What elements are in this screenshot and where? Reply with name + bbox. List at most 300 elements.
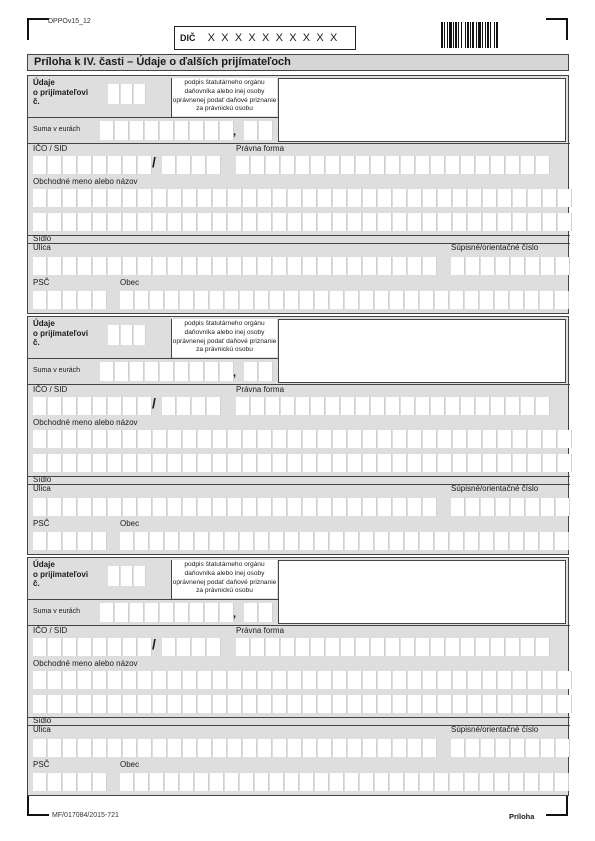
char-box[interactable] [510,532,524,550]
char-box[interactable] [345,291,359,309]
char-box[interactable] [318,213,332,231]
char-box[interactable] [177,638,191,656]
char-box[interactable] [183,498,197,516]
char-box[interactable] [273,739,287,757]
char-box[interactable] [198,430,212,448]
char-box[interactable] [48,638,62,656]
char-box[interactable] [453,189,467,207]
char-box[interactable] [273,430,287,448]
char-box[interactable] [468,430,482,448]
char-box[interactable] [378,695,392,713]
char-box[interactable] [192,156,206,174]
recipient-number-boxes[interactable] [108,566,147,586]
char-box[interactable] [303,213,317,231]
char-box[interactable] [541,498,555,516]
char-box[interactable] [123,739,137,757]
char-box[interactable] [270,773,284,791]
char-box[interactable] [175,121,189,140]
char-box[interactable] [451,257,465,275]
char-box[interactable] [423,454,437,472]
char-box[interactable] [108,325,120,345]
signature-area[interactable] [278,78,566,142]
char-box[interactable] [281,397,295,415]
char-box[interactable] [63,213,77,231]
ico-boxes[interactable] [33,397,153,415]
char-box[interactable] [160,362,174,381]
char-box[interactable] [483,671,497,689]
char-box[interactable] [63,291,77,309]
char-box[interactable] [476,638,490,656]
char-box[interactable] [315,291,329,309]
char-box[interactable] [288,739,302,757]
char-box[interactable] [438,213,452,231]
char-box[interactable] [205,362,219,381]
char-box[interactable] [251,638,265,656]
char-box[interactable] [213,695,227,713]
char-box[interactable] [303,695,317,713]
char-box[interactable] [123,638,137,656]
char-box[interactable] [120,532,134,550]
char-box[interactable] [108,566,120,586]
char-box[interactable] [480,773,494,791]
char-box[interactable] [446,638,460,656]
char-box[interactable] [33,291,47,309]
char-box[interactable] [483,695,497,713]
char-box[interactable] [162,638,176,656]
char-box[interactable] [438,695,452,713]
char-box[interactable] [543,189,557,207]
char-box[interactable] [408,213,422,231]
char-box[interactable] [258,430,272,448]
char-box[interactable] [423,671,437,689]
char-box[interactable] [393,671,407,689]
char-box[interactable] [78,156,92,174]
char-box[interactable] [453,430,467,448]
char-box[interactable] [48,291,62,309]
signature-area[interactable] [278,319,566,383]
ico-boxes[interactable] [33,638,153,656]
char-box[interactable] [558,671,572,689]
char-box[interactable] [506,397,520,415]
char-box[interactable] [528,695,542,713]
char-box[interactable] [341,156,355,174]
char-box[interactable] [251,156,265,174]
char-box[interactable] [288,189,302,207]
char-box[interactable] [300,291,314,309]
city-boxes[interactable] [120,532,570,550]
char-box[interactable] [160,603,174,622]
char-box[interactable] [348,695,362,713]
char-box[interactable] [135,773,149,791]
char-box[interactable] [150,291,164,309]
char-box[interactable] [108,213,122,231]
char-box[interactable] [453,454,467,472]
char-box[interactable] [138,257,152,275]
char-box[interactable] [228,213,242,231]
char-box[interactable] [153,498,167,516]
char-box[interactable] [363,430,377,448]
char-box[interactable] [536,638,550,656]
amount-cents-boxes[interactable] [244,121,274,140]
postal-code-boxes[interactable] [33,291,108,309]
char-box[interactable] [225,291,239,309]
char-box[interactable] [153,213,167,231]
char-box[interactable] [285,773,299,791]
char-box[interactable] [300,532,314,550]
char-box[interactable] [153,739,167,757]
char-box[interactable] [416,397,430,415]
legal-form-boxes[interactable] [236,397,551,415]
char-box[interactable] [510,773,524,791]
char-box[interactable] [115,362,129,381]
char-box[interactable] [259,603,273,622]
char-box[interactable] [240,532,254,550]
char-box[interactable] [288,498,302,516]
char-box[interactable] [33,671,47,689]
char-box[interactable] [195,291,209,309]
char-box[interactable] [150,773,164,791]
char-box[interactable] [420,291,434,309]
char-box[interactable] [466,257,480,275]
char-box[interactable] [225,773,239,791]
char-box[interactable] [198,213,212,231]
char-box[interactable] [183,430,197,448]
char-box[interactable] [33,498,47,516]
char-box[interactable] [465,291,479,309]
char-box[interactable] [220,121,237,140]
char-box[interactable] [165,773,179,791]
char-box[interactable] [423,739,437,757]
char-box[interactable] [93,213,107,231]
char-box[interactable] [255,291,269,309]
char-box[interactable] [540,291,554,309]
char-box[interactable] [108,454,122,472]
char-box[interactable] [180,291,194,309]
char-box[interactable] [210,532,224,550]
char-box[interactable] [255,773,269,791]
char-box[interactable] [318,430,332,448]
char-box[interactable] [333,739,347,757]
char-box[interactable] [123,498,137,516]
char-box[interactable] [333,213,347,231]
char-box[interactable] [33,213,47,231]
char-box[interactable] [555,773,569,791]
char-box[interactable] [123,671,137,689]
char-box[interactable] [496,739,510,757]
char-box[interactable] [438,671,452,689]
char-box[interactable] [513,430,527,448]
char-box[interactable] [220,603,237,622]
char-box[interactable] [348,671,362,689]
char-box[interactable] [303,739,317,757]
char-box[interactable] [244,362,258,381]
char-box[interactable] [288,213,302,231]
char-box[interactable] [48,695,62,713]
char-box[interactable] [480,532,494,550]
char-box[interactable] [210,773,224,791]
char-box[interactable] [281,638,295,656]
legal-form-boxes[interactable] [236,638,551,656]
char-box[interactable] [408,189,422,207]
char-box[interactable] [168,454,182,472]
char-box[interactable] [405,532,419,550]
char-box[interactable] [63,257,77,275]
char-box[interactable] [177,156,191,174]
char-box[interactable] [93,430,107,448]
char-box[interactable] [180,532,194,550]
char-box[interactable] [393,257,407,275]
char-box[interactable] [521,397,535,415]
char-box[interactable] [363,739,377,757]
recipient-number-boxes[interactable] [108,325,147,345]
char-box[interactable] [183,213,197,231]
char-box[interactable] [168,498,182,516]
char-box[interactable] [371,638,385,656]
char-box[interactable] [120,773,134,791]
char-box[interactable] [318,695,332,713]
char-box[interactable] [491,638,505,656]
char-box[interactable] [450,773,464,791]
char-box[interactable] [371,397,385,415]
char-box[interactable] [315,773,329,791]
char-box[interactable] [408,671,422,689]
char-box[interactable] [258,257,272,275]
char-box[interactable] [93,638,107,656]
char-box[interactable] [138,498,152,516]
char-box[interactable] [100,362,114,381]
char-box[interactable] [93,156,107,174]
char-box[interactable] [138,454,152,472]
char-box[interactable] [481,739,495,757]
char-box[interactable] [378,671,392,689]
char-box[interactable] [506,156,520,174]
char-box[interactable] [451,739,465,757]
char-box[interactable] [511,257,525,275]
char-box[interactable] [408,257,422,275]
char-box[interactable] [408,498,422,516]
char-box[interactable] [525,291,539,309]
char-box[interactable] [183,739,197,757]
char-box[interactable] [138,397,152,415]
char-box[interactable] [528,671,542,689]
char-box[interactable] [450,532,464,550]
char-box[interactable] [108,84,120,104]
char-box[interactable] [466,498,480,516]
char-box[interactable] [401,156,415,174]
char-box[interactable] [259,362,273,381]
char-box[interactable] [438,189,452,207]
char-box[interactable] [175,362,189,381]
char-box[interactable] [318,189,332,207]
postal-code-boxes[interactable] [33,773,108,791]
char-box[interactable] [138,189,152,207]
char-box[interactable] [190,603,204,622]
legal-form-boxes[interactable] [236,156,551,174]
char-box[interactable] [360,773,374,791]
char-box[interactable] [258,498,272,516]
char-box[interactable] [526,498,540,516]
char-box[interactable] [541,257,555,275]
char-box[interactable] [108,156,122,174]
char-box[interactable] [513,454,527,472]
char-box[interactable] [435,532,449,550]
street-boxes[interactable] [33,739,438,757]
char-box[interactable] [63,430,77,448]
char-box[interactable] [33,397,47,415]
char-box[interactable] [205,121,219,140]
char-box[interactable] [341,397,355,415]
char-box[interactable] [528,213,542,231]
char-box[interactable] [225,532,239,550]
char-box[interactable] [393,454,407,472]
char-box[interactable] [213,257,227,275]
char-box[interactable] [393,739,407,757]
char-box[interactable] [465,532,479,550]
char-box[interactable] [198,257,212,275]
char-box[interactable] [273,498,287,516]
char-box[interactable] [93,739,107,757]
char-box[interactable] [393,189,407,207]
char-box[interactable] [330,291,344,309]
char-box[interactable] [93,498,107,516]
char-box[interactable] [33,454,47,472]
char-box[interactable] [168,213,182,231]
char-box[interactable] [63,498,77,516]
char-box[interactable] [408,430,422,448]
char-box[interactable] [259,121,273,140]
char-box[interactable] [303,189,317,207]
char-box[interactable] [423,695,437,713]
char-box[interactable] [190,362,204,381]
char-box[interactable] [207,638,221,656]
char-box[interactable] [48,257,62,275]
char-box[interactable] [513,671,527,689]
char-box[interactable] [348,257,362,275]
char-box[interactable] [213,454,227,472]
char-box[interactable] [375,532,389,550]
char-box[interactable] [168,430,182,448]
char-box[interactable] [121,84,133,104]
char-box[interactable] [121,325,133,345]
char-box[interactable] [285,291,299,309]
char-box[interactable] [100,121,114,140]
char-box[interactable] [296,397,310,415]
sid-boxes[interactable] [162,397,222,415]
char-box[interactable] [386,397,400,415]
char-box[interactable] [266,397,280,415]
char-box[interactable] [303,671,317,689]
char-box[interactable] [431,156,445,174]
char-box[interactable] [408,695,422,713]
char-box[interactable] [93,695,107,713]
char-box[interactable] [273,257,287,275]
char-box[interactable] [296,638,310,656]
recipient-number-boxes[interactable] [108,84,147,104]
char-box[interactable] [78,695,92,713]
char-box[interactable] [345,773,359,791]
char-box[interactable] [258,189,272,207]
char-box[interactable] [420,773,434,791]
char-box[interactable] [491,397,505,415]
char-box[interactable] [378,739,392,757]
char-box[interactable] [511,739,525,757]
char-box[interactable] [555,291,569,309]
char-box[interactable] [207,156,221,174]
char-box[interactable] [378,498,392,516]
char-box[interactable] [78,213,92,231]
char-box[interactable] [78,397,92,415]
char-box[interactable] [123,156,137,174]
char-box[interactable] [495,532,509,550]
char-box[interactable] [356,397,370,415]
sid-boxes[interactable] [162,156,222,174]
char-box[interactable] [496,498,510,516]
char-box[interactable] [333,671,347,689]
char-box[interactable] [345,532,359,550]
char-box[interactable] [333,498,347,516]
char-box[interactable] [528,189,542,207]
char-box[interactable] [63,156,77,174]
char-box[interactable] [465,773,479,791]
char-box[interactable] [123,189,137,207]
business-name-row-2[interactable] [33,454,573,472]
char-box[interactable] [348,189,362,207]
char-box[interactable] [153,671,167,689]
char-box[interactable] [213,213,227,231]
char-box[interactable] [480,291,494,309]
city-boxes[interactable] [120,773,570,791]
char-box[interactable] [78,498,92,516]
char-box[interactable] [506,638,520,656]
char-box[interactable] [431,638,445,656]
char-box[interactable] [540,773,554,791]
char-box[interactable] [363,213,377,231]
char-box[interactable] [33,638,47,656]
char-box[interactable] [243,430,257,448]
char-box[interactable] [255,532,269,550]
char-box[interactable] [416,156,430,174]
char-box[interactable] [33,739,47,757]
char-box[interactable] [213,671,227,689]
char-box[interactable] [100,603,114,622]
amount-boxes[interactable] [100,362,235,381]
sid-boxes[interactable] [162,638,222,656]
char-box[interactable] [423,213,437,231]
char-box[interactable] [168,189,182,207]
char-box[interactable] [468,671,482,689]
char-box[interactable] [198,739,212,757]
char-box[interactable] [363,498,377,516]
char-box[interactable] [213,498,227,516]
char-box[interactable] [183,257,197,275]
char-box[interactable] [198,671,212,689]
char-box[interactable] [266,638,280,656]
char-box[interactable] [138,213,152,231]
char-box[interactable] [123,695,137,713]
char-box[interactable] [483,189,497,207]
char-box[interactable] [244,603,258,622]
char-box[interactable] [243,498,257,516]
char-box[interactable] [326,156,340,174]
char-box[interactable] [288,671,302,689]
char-box[interactable] [498,695,512,713]
char-box[interactable] [378,430,392,448]
char-box[interactable] [513,213,527,231]
char-box[interactable] [213,189,227,207]
char-box[interactable] [481,498,495,516]
char-box[interactable] [228,430,242,448]
char-box[interactable] [363,671,377,689]
